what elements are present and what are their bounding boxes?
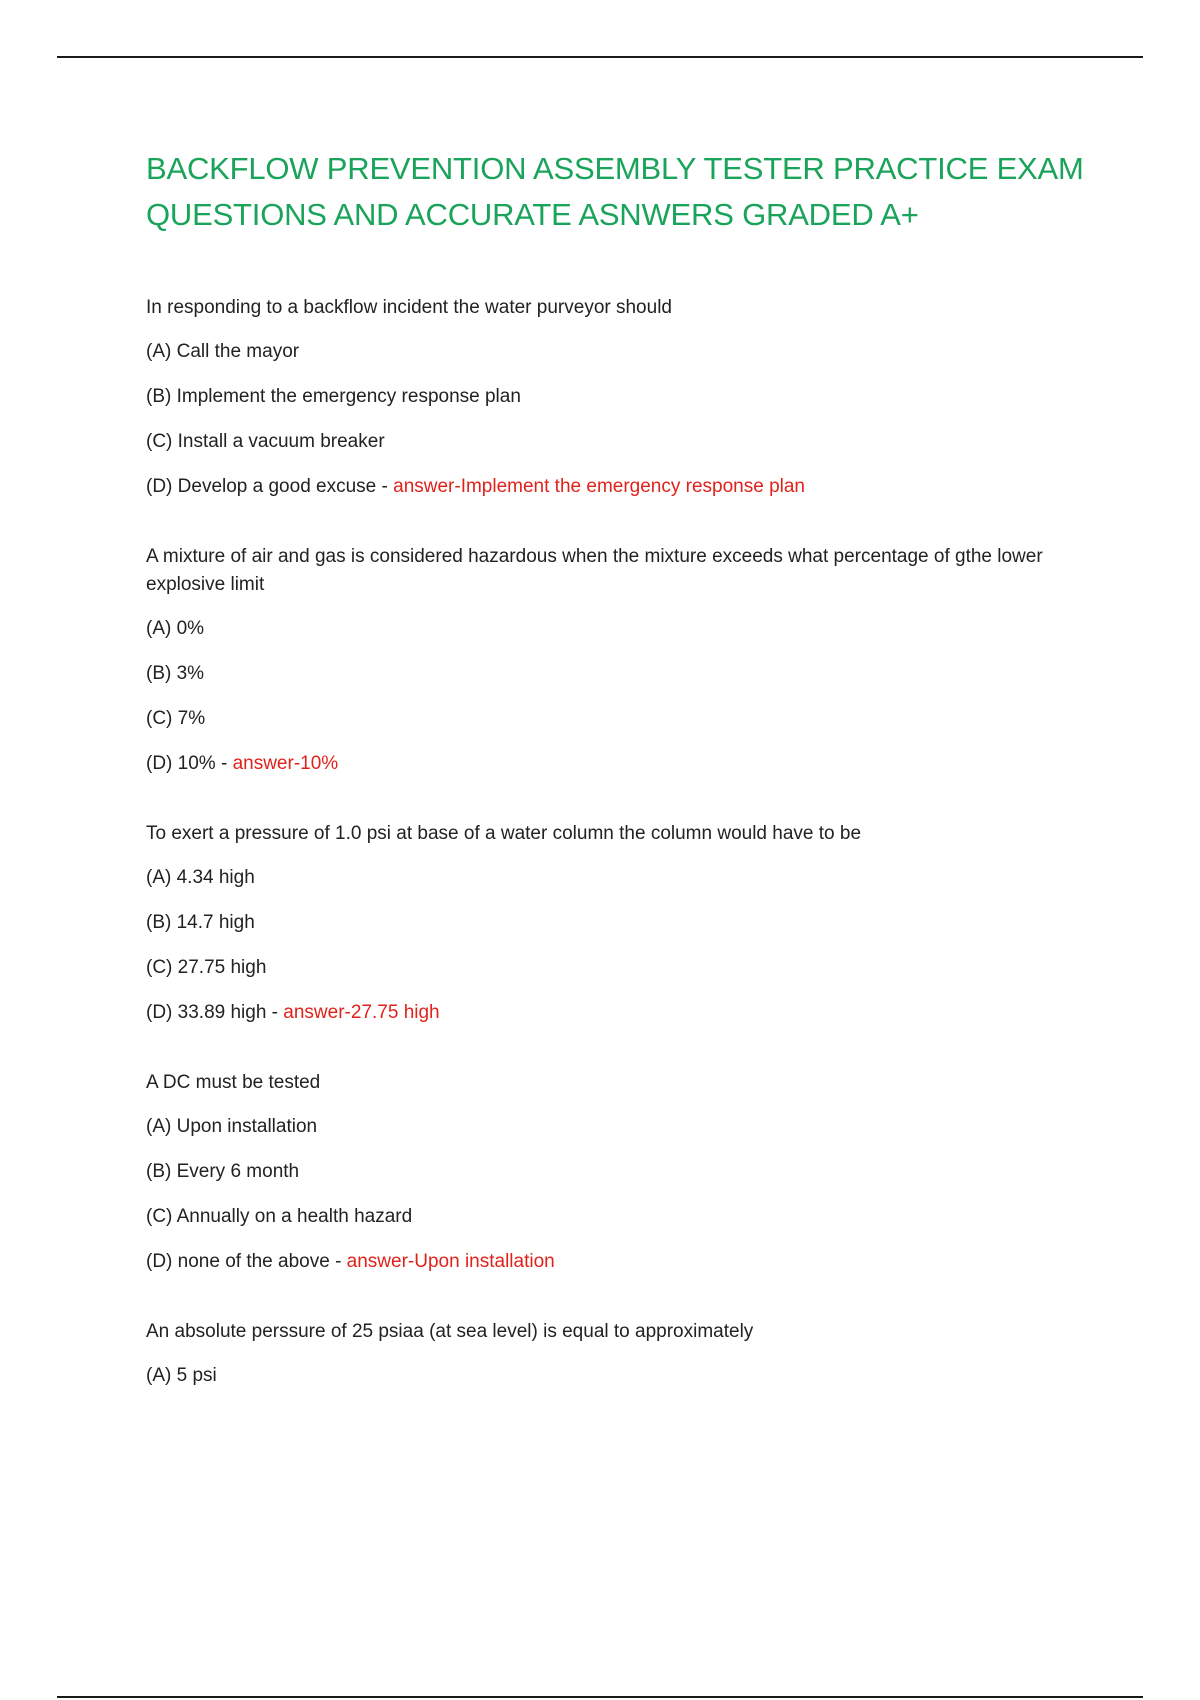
option-text: (D) 10% - — [146, 753, 233, 774]
option-text: (B) Implement the emergency response plan — [146, 386, 521, 407]
correct-answer: answer-10% — [232, 753, 339, 774]
answer-option — [146, 660, 1086, 688]
option-text: (D) Develop a good excuse - — [146, 476, 394, 497]
option-text: (C) Install a vacuum breaker — [146, 431, 385, 452]
answer-option — [146, 615, 1086, 643]
question-list — [146, 294, 1086, 1390]
option-text: (A) 5 psi — [146, 1365, 217, 1386]
question-text: To exert a pressure of 1.0 psi at base of a water column the column would have to be — [146, 823, 862, 844]
question-text: A mixture of air and gas is considered hazardous when the mixture exceeds what percentage of gthe lower explosive limit — [146, 546, 1043, 595]
option-text: (C) 7% — [146, 708, 206, 729]
option-text: (A) 0% — [146, 618, 205, 639]
option-text: (B) 3% — [146, 663, 205, 684]
question-text: In responding to a backflow incident the water purveyor should — [146, 297, 672, 318]
option-text: (C) Annually on a health hazard — [146, 1206, 413, 1227]
option-text: (A) 4.34 high — [146, 867, 255, 888]
question-block — [146, 1318, 1086, 1390]
option-text: (A) Call the mayor — [146, 341, 300, 362]
answer-option — [146, 999, 1086, 1027]
correct-answer: answer-27.75 high — [283, 1002, 440, 1023]
question-block — [146, 820, 1086, 1027]
document-body — [146, 146, 1086, 1432]
question-block — [146, 543, 1086, 778]
answer-option — [146, 473, 1086, 501]
option-text: (D) 33.89 high - — [146, 1002, 284, 1023]
bottom-rule — [57, 1696, 1143, 1698]
option-text: (C) 27.75 high — [146, 957, 267, 978]
answer-option — [146, 383, 1086, 411]
answer-option — [146, 1203, 1086, 1231]
option-text: (A) Upon installation — [146, 1116, 318, 1137]
answer-option — [146, 864, 1086, 892]
answer-option — [146, 750, 1086, 778]
option-text: (B) Every 6 month — [146, 1161, 300, 1182]
question-block — [146, 1069, 1086, 1276]
answer-option — [146, 338, 1086, 366]
question-text: An absolute perssure of 25 psiaa (at sea level) is equal to approximately — [146, 1321, 754, 1342]
option-text: (D) none of the above - — [146, 1251, 347, 1272]
question-text: A DC must be tested — [146, 1072, 321, 1093]
question-block — [146, 294, 1086, 501]
correct-answer: answer-Implement the emergency response plan — [393, 476, 806, 497]
answer-option — [146, 1362, 1086, 1390]
answer-option — [146, 1248, 1086, 1276]
document-title: BACKFLOW PREVENTION ASSEMBLY TESTER PRACTICE EXAM QUESTIONS AND ACCURATE ASNWERS GRADED A+ — [146, 151, 1084, 232]
answer-option — [146, 1113, 1086, 1141]
answer-option — [146, 1158, 1086, 1186]
answer-option — [146, 954, 1086, 982]
top-rule — [57, 56, 1143, 58]
answer-option — [146, 705, 1086, 733]
correct-answer: answer-Upon installation — [346, 1251, 555, 1272]
answer-option — [146, 909, 1086, 937]
option-text: (B) 14.7 high — [146, 912, 255, 933]
answer-option — [146, 428, 1086, 456]
